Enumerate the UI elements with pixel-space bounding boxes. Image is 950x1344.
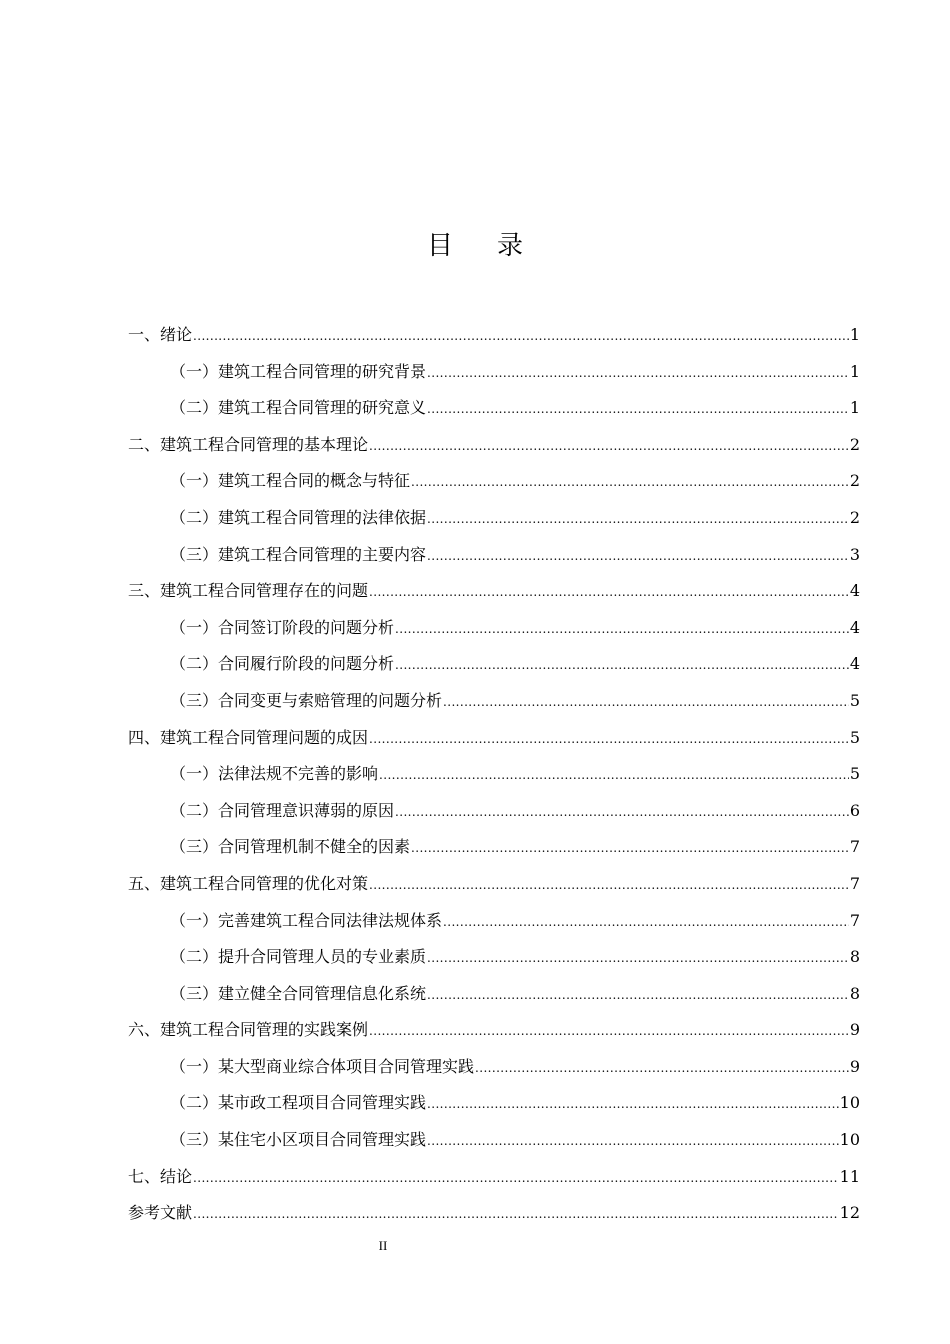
toc-entry-title: （一）法律法规不完善的影响	[170, 764, 379, 784]
toc-chapter-entry[interactable]	[128, 573, 860, 610]
toc-dot-leader	[411, 830, 849, 867]
toc-dot-leader	[193, 1160, 839, 1197]
toc-dot-leader	[475, 1050, 849, 1087]
toc-entry-title: （一）建筑工程合同管理的研究背景	[170, 361, 427, 381]
toc-chapter-entry[interactable]	[128, 1159, 860, 1196]
toc-section-entry[interactable]	[128, 390, 860, 427]
toc-page-number: 3	[849, 544, 860, 564]
toc-page-number: 5	[849, 764, 860, 784]
toc-dot-leader	[369, 428, 849, 465]
toc-dot-leader	[427, 501, 849, 538]
toc-dot-leader	[427, 538, 849, 575]
toc-page-number: 5	[849, 690, 860, 710]
toc-section-entry[interactable]	[128, 793, 860, 830]
toc-dot-leader	[379, 757, 849, 794]
toc-page-number: 1	[849, 325, 860, 344]
toc-chapter-entry[interactable]	[128, 1195, 860, 1232]
toc-section-entry[interactable]	[128, 939, 860, 976]
toc-dot-leader	[443, 904, 849, 941]
toc-page-number: 4	[849, 654, 860, 674]
toc-section-entry[interactable]	[128, 646, 860, 683]
toc-entry-title: （三）建筑工程合同管理的主要内容	[170, 544, 427, 564]
toc-section-entry[interactable]	[128, 1049, 860, 1086]
page-title: 目录	[426, 231, 567, 261]
toc-dot-leader	[427, 1123, 839, 1160]
toc-dot-leader	[193, 1196, 839, 1233]
toc-dot-leader	[427, 1086, 839, 1123]
toc-entry-title: （三）合同管理机制不健全的因素	[170, 837, 411, 857]
page-number-footer: II	[378, 1238, 388, 1253]
toc-page-number: 7	[849, 873, 860, 893]
toc-dot-leader	[395, 647, 849, 684]
toc-dot-leader	[443, 684, 849, 721]
toc-dot-leader	[427, 355, 849, 392]
toc-section-entry[interactable]	[128, 683, 860, 720]
toc-entry-title: （二）建筑工程合同管理的法律依据	[170, 507, 427, 527]
toc-dot-leader	[395, 794, 849, 831]
toc-entry-title: （二）提升合同管理人员的专业素质	[170, 947, 427, 967]
toc-page-number: 7	[849, 910, 860, 930]
toc-section-entry[interactable]	[128, 354, 860, 391]
toc-entry-title: （三）合同变更与索赔管理的问题分析	[170, 690, 443, 710]
toc-dot-leader	[369, 574, 849, 611]
toc-page-number: 2	[849, 507, 860, 527]
toc-entry-title: 四、建筑工程合同管理问题的成因	[128, 727, 369, 747]
toc-entry-title: 三、建筑工程合同管理存在的问题	[128, 581, 369, 601]
toc-entry-title: （三）建立健全合同管理信息化系统	[170, 983, 427, 1003]
toc-section-entry[interactable]	[128, 756, 860, 793]
toc-dot-leader	[427, 940, 849, 977]
toc-section-entry[interactable]	[128, 903, 860, 940]
toc-entry-title: （三）某住宅小区项目合同管理实践	[170, 1130, 427, 1150]
toc-section-entry[interactable]	[128, 537, 860, 574]
toc-entry-title: （二）合同履行阶段的问题分析	[170, 654, 395, 674]
toc-page-number: 9	[849, 1056, 860, 1076]
toc-entry-title: 五、建筑工程合同管理的优化对策	[128, 873, 369, 893]
toc-entry-title: （二）合同管理意识薄弱的原因	[170, 800, 395, 820]
toc-entry-title: 一、绪论	[128, 325, 193, 344]
toc-chapter-entry[interactable]	[128, 866, 860, 903]
toc-page-number: 4	[849, 617, 860, 637]
toc-page-number: 4	[849, 581, 860, 601]
toc-chapter-entry[interactable]	[128, 427, 860, 464]
toc-page-number: 12	[839, 1203, 860, 1223]
toc-page-number: 1	[849, 361, 860, 381]
toc-page-number: 8	[849, 983, 860, 1003]
toc-page-number: 1	[849, 398, 860, 418]
toc-page-number: 6	[849, 800, 860, 820]
toc-dot-leader	[193, 318, 849, 355]
table-of-contents	[128, 317, 860, 1232]
toc-entry-title: 七、结论	[128, 1166, 193, 1186]
toc-page-number: 2	[849, 471, 860, 491]
toc-section-entry[interactable]	[128, 1122, 860, 1159]
toc-section-entry[interactable]	[128, 976, 860, 1013]
toc-page-number: 7	[849, 837, 860, 857]
toc-section-entry[interactable]	[128, 1085, 860, 1122]
toc-entry-title: 二、建筑工程合同管理的基本理论	[128, 434, 369, 454]
toc-page-number: 10	[839, 1093, 860, 1113]
toc-entry-title: 六、建筑工程合同管理的实践案例	[128, 1020, 369, 1040]
toc-entry-title: （一）完善建筑工程合同法律法规体系	[170, 910, 443, 930]
toc-dot-leader	[395, 611, 849, 648]
toc-page-number: 10	[839, 1130, 860, 1150]
toc-entry-title: 参考文献	[128, 1203, 193, 1223]
toc-dot-leader	[427, 977, 849, 1014]
toc-section-entry[interactable]	[128, 463, 860, 500]
toc-page-number: 11	[839, 1166, 860, 1186]
toc-page-number: 8	[849, 947, 860, 967]
toc-dot-leader	[411, 464, 849, 501]
toc-page-number: 5	[849, 727, 860, 747]
toc-entry-title: （一）某大型商业综合体项目合同管理实践	[170, 1056, 475, 1076]
toc-page-number: 9	[849, 1020, 860, 1040]
toc-dot-leader	[369, 1013, 849, 1050]
toc-entry-title: （二）建筑工程合同管理的研究意义	[170, 398, 427, 418]
toc-dot-leader	[369, 721, 849, 758]
toc-section-entry[interactable]	[128, 500, 860, 537]
toc-chapter-entry[interactable]	[128, 720, 860, 757]
toc-section-entry[interactable]	[128, 829, 860, 866]
toc-entry-title: （二）某市政工程项目合同管理实践	[170, 1093, 427, 1113]
toc-entry-title: （一）建筑工程合同的概念与特征	[170, 471, 411, 491]
toc-chapter-entry[interactable]	[128, 1012, 860, 1049]
toc-entry-title: （一）合同签订阶段的问题分析	[170, 617, 395, 637]
toc-section-entry[interactable]	[128, 610, 860, 647]
toc-chapter-entry[interactable]	[128, 317, 860, 354]
toc-dot-leader	[369, 867, 849, 904]
toc-page-number: 2	[849, 434, 860, 454]
toc-dot-leader	[427, 391, 849, 428]
